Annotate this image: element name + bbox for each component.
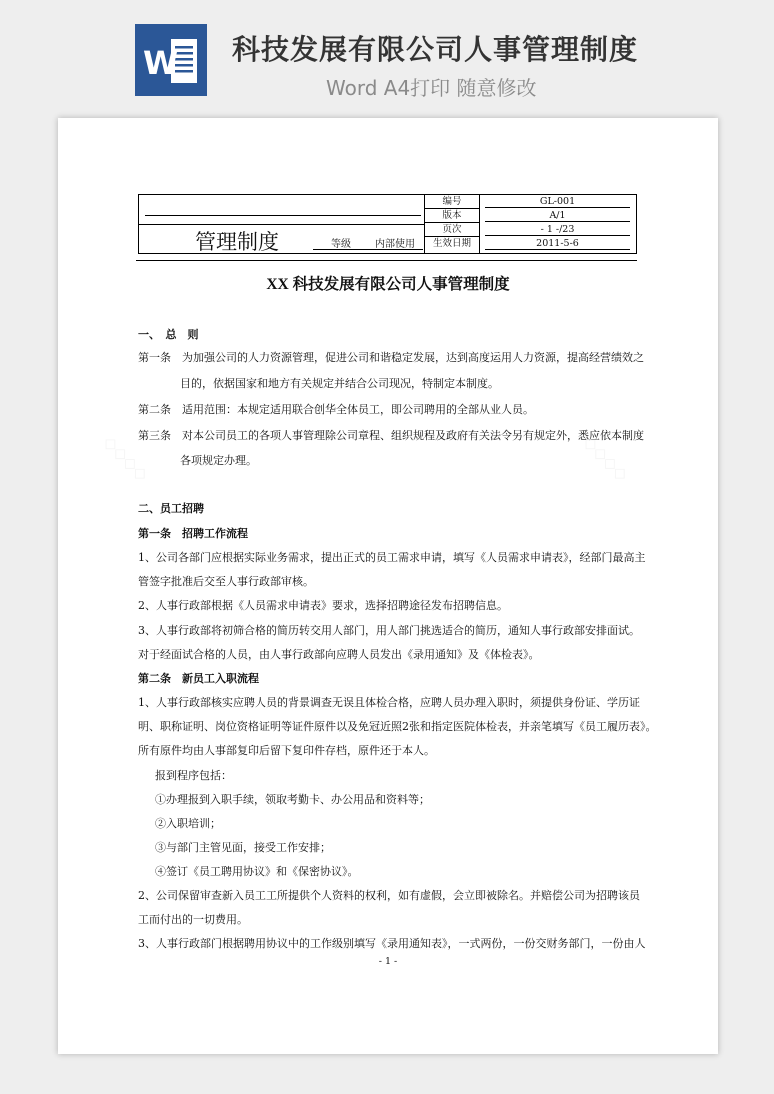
meta-value-page: - 1 -/23 [540,224,575,235]
banner [0,0,774,115]
procedure-item-1: ①办理报到入职手续，领取考勤卡、办公用品和资料等； [155,793,430,806]
article-3-line-1: 第三条 对本公司员工的各项人事管理除公司章程、组织规程及政府有关法令另有规定外，悉应依本制度 [138,429,644,442]
banner-title: 科技发展有限公司人事管理制度 [232,33,639,66]
meta-label-page: 页次 [442,224,462,235]
clause-2-para-3-line-1: 3、人事行政部门根据聘用协议中的工作级别填写《录用通知表》，一式两份，一份交财务部门，一份由人 [138,937,646,950]
document-title: XX 科技发展有限公司人事管理制度 [266,276,510,293]
article-3-line-2: 各项规定办理。 [180,454,257,467]
procedure-item-2: ②入职培训； [155,817,221,830]
doc-header-table [138,194,637,254]
procedure-item-4: ④签订《员工聘用协议》和《保密协议》。 [155,865,359,878]
meta-label-number: 编号 [442,196,462,207]
meta-label-date: 生效日期 [432,238,471,249]
clause-1-para-1-line-1: 1、公司各部门应根据实际业务需求，提出正式的员工需求申请，填写《人员需求申请表》，经部门最高主 [138,551,646,564]
page-number: - 1 - [378,956,398,967]
clause-1-para-2: 2、人事行政部根据《人员需求申请表》要求，选择招聘途径发布招聘信息。 [138,599,508,612]
article-1-line-1: 第一条 为加强公司的人力资源管理，促进公司和谐稳定发展，达到高度运用人力资源，提高经营绩效之 [138,351,644,364]
meta-value-number: GL-001 [539,196,576,207]
word-document-icon [135,24,207,96]
clause-2-para-2-line-2: 工而付出的一切费用。 [138,913,248,926]
document-page [58,118,718,1054]
header-title: 管理制度 [195,230,279,254]
meta-value-date: 2011-5-6 [536,238,579,249]
grade-label: 等级 [331,239,351,250]
procedure-item-3: ③与部门主管见面，接受工作安排； [155,841,331,854]
section-1-heading: 一、 总 则 [138,328,199,341]
grade-value: 内部使用 [375,239,415,250]
clause-2-para-1-line-2: 明、职称证明、岗位资格证明等证件原件以及免冠近照2张和指定医院体检表，并亲笔填写《员工履历表》。 [138,720,657,733]
clause-1-para-1-line-2: 管签字批准后交至人事行政部审核。 [138,575,314,588]
header-rule [136,260,637,261]
section-2-heading: 二、员工招聘 [138,502,204,515]
article-1-line-2: 目的，依据国家和地方有关规定并结合公司现况，特制定本制度。 [180,377,499,390]
word-letter: W [143,44,179,82]
article-2: 第二条 适用范围：本规定适用联合创华全体员工，即公司聘用的全部从业人员。 [138,403,534,416]
meta-value-version: A/1 [549,210,566,221]
clause-1-para-3-line-1: 3、人事行政部将初筛合格的简历转交用人部门，用人部门挑选适合的简历，通知人事行政部安排面试。 [138,624,640,637]
clause-2-para-1-line-3: 所有原件均由人事部复印后留下复印件存档，原件还于本人。 [138,744,435,757]
banner-subtitle: Word A4打印 随意修改 [326,76,537,100]
clause-2-para-1-line-1: 1、人事行政部核实应聘人员的背景调查无误且体检合格，应聘人员办理入职时，须提供身份证、学历证 [138,696,640,709]
meta-label-version: 版本 [442,210,462,221]
clause-1-heading: 第一条 招聘工作流程 [138,527,248,540]
clause-2-heading: 第二条 新员工入职流程 [138,672,259,685]
clause-1-para-3-line-2: 对于经面试合格的人员，由人事行政部向应聘人员发出《录用通知》及《体检表》。 [138,648,540,661]
procedure-list-heading: 报到程序包括： [155,769,232,782]
clause-2-para-2-line-1: 2、公司保留审查新入员工工所提供个人资料的权利，如有虚假，会立即被除名。并赔偿公司为招聘该员 [138,889,640,902]
